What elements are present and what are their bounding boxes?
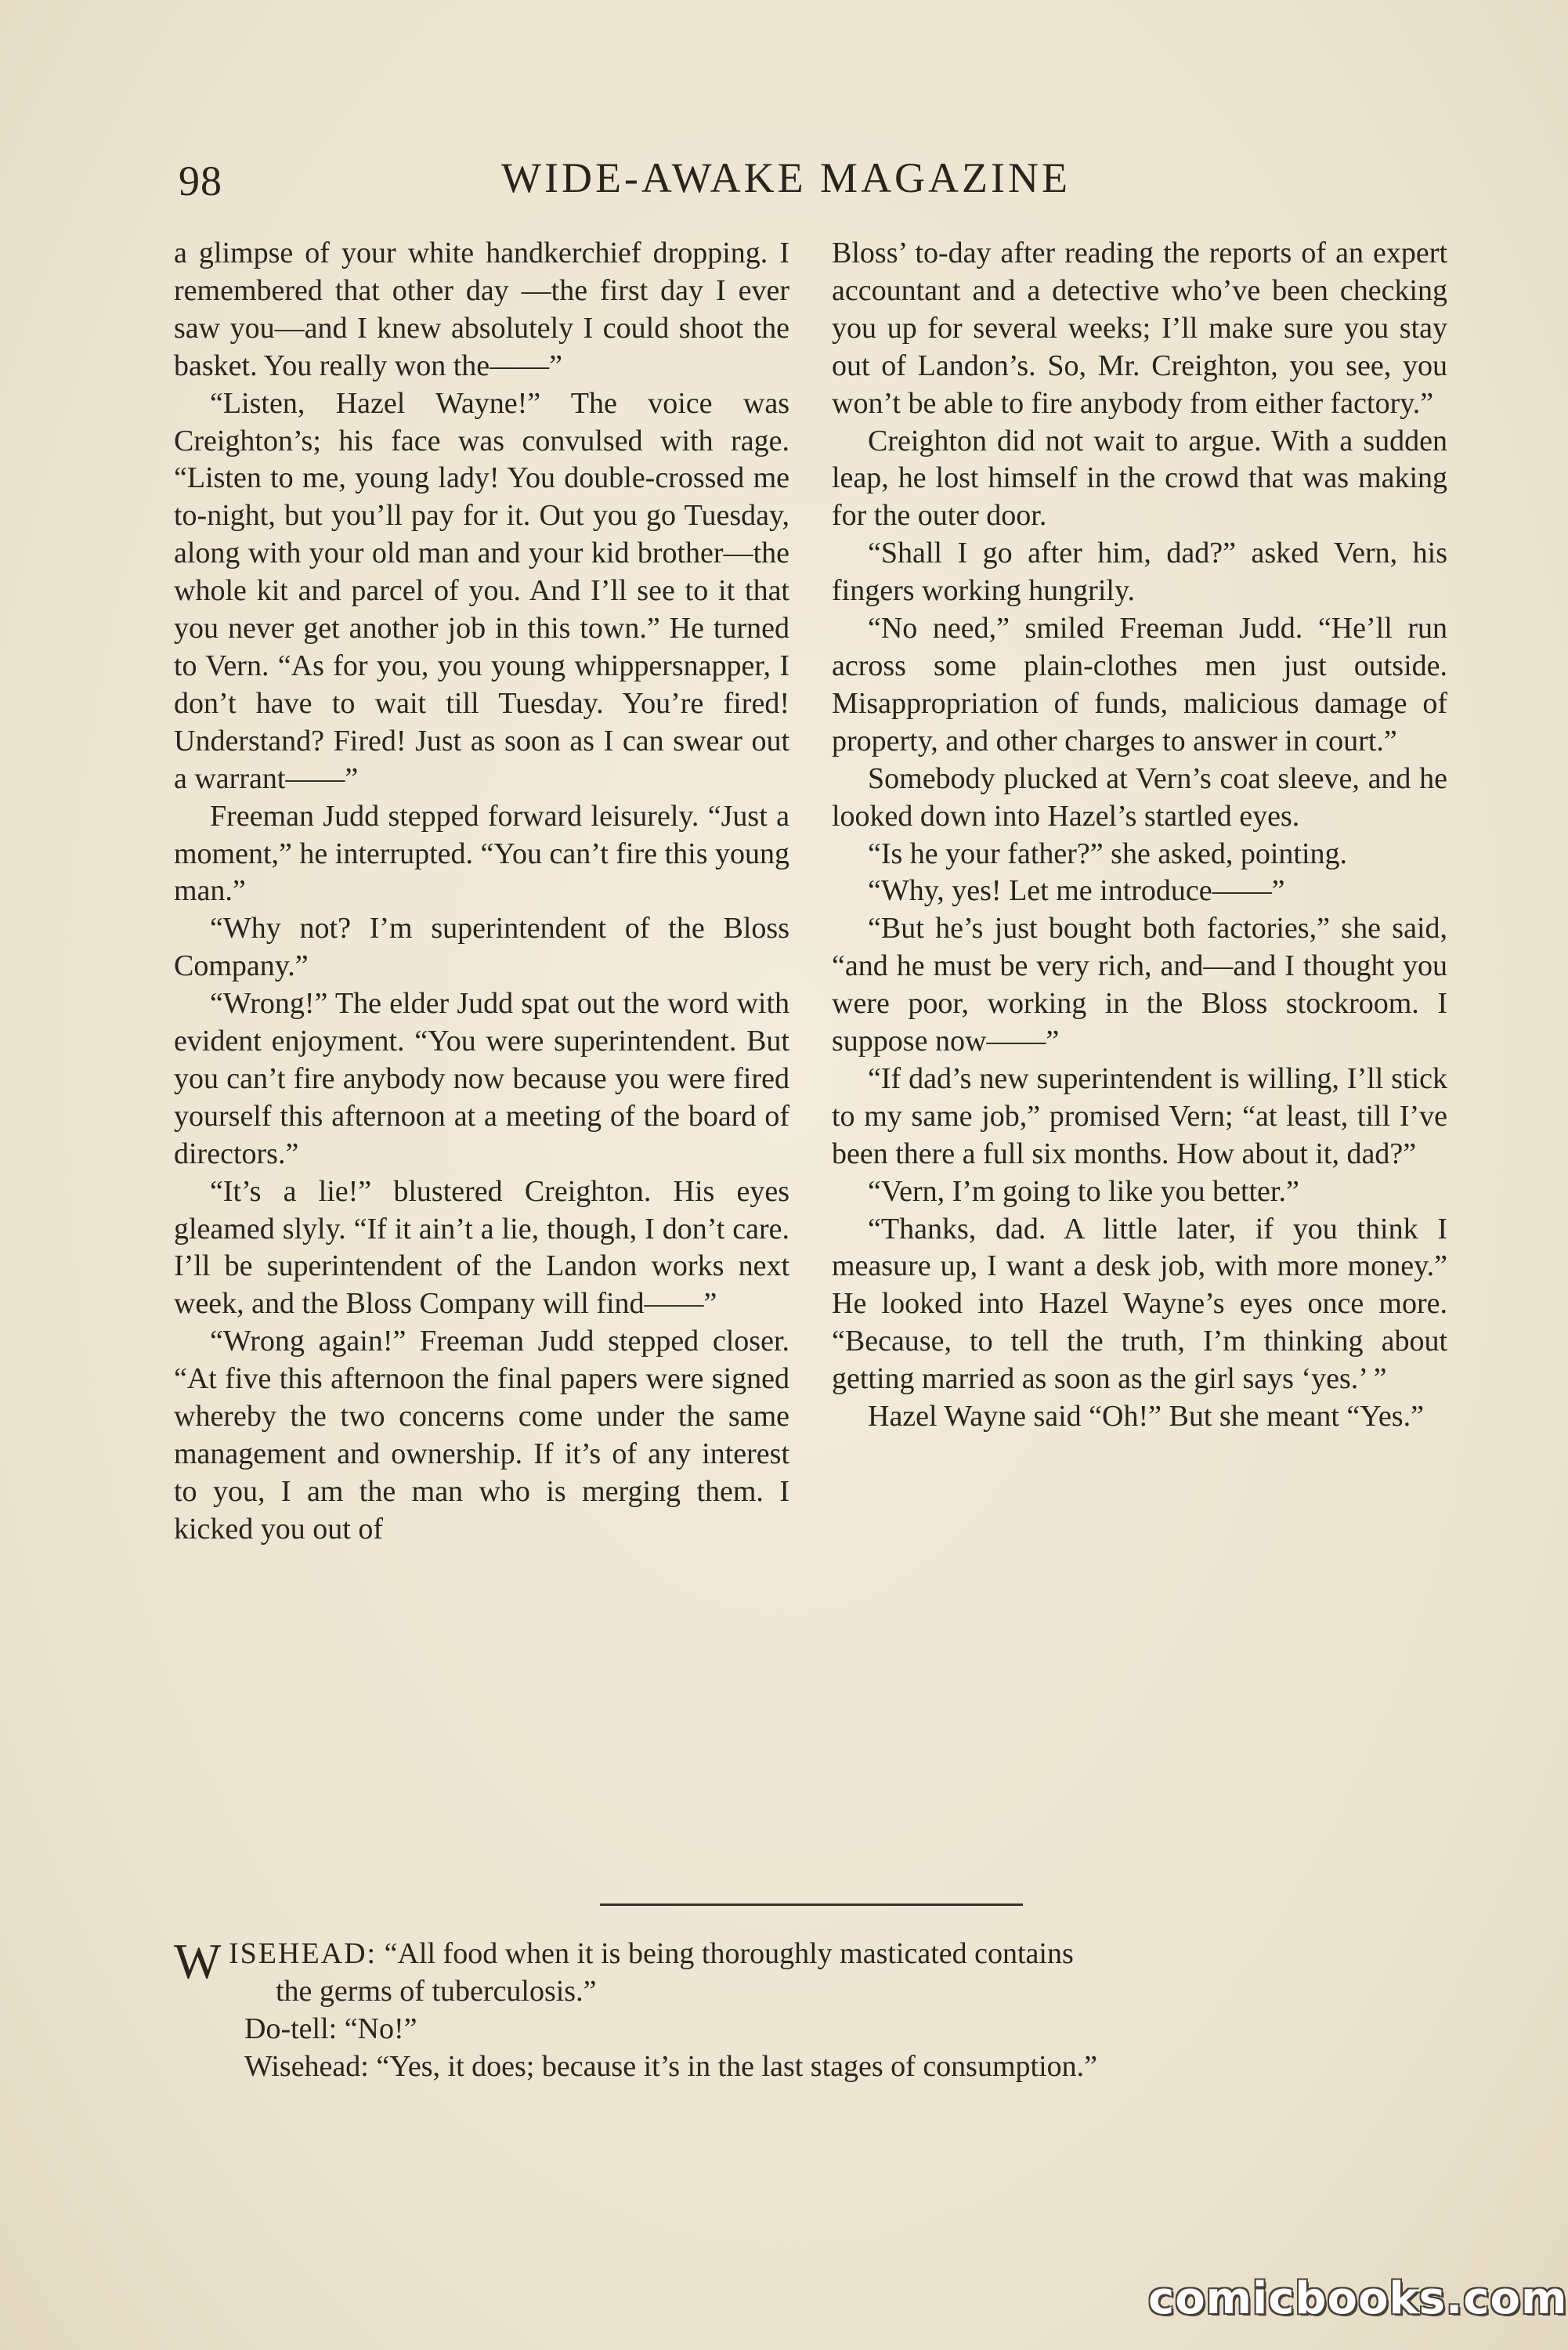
paragraph: “Why not? I’m superintendent of the Bloss Company.” bbox=[174, 912, 789, 983]
paragraph: “Is he your father?” she asked, pointing. bbox=[868, 837, 1348, 870]
paragraph: “Wrong!” The elder Judd spat out the word with evident enjoyment. “You were superintendent. But you can’t fire anybody now because you were fired yourself this afternoon at a meeting of the board of directors.” bbox=[174, 987, 789, 1170]
wisehead-line-1-continued: the germs of tuberculosis.” bbox=[276, 1975, 597, 2008]
paragraph: “Wrong again!” Freeman Judd stepped closer. “At five this afternoon the final papers were signed whereby the two concerns come under the same management and ownership. If it’s of any interest to you, I am the man who is merging them. I kicked you out of bbox=[174, 1325, 789, 1546]
right-column bbox=[832, 235, 1447, 1436]
paragraph: Hazel Wayne said “Oh!” But she meant “Yes.” bbox=[868, 1400, 1424, 1434]
paragraph: “No need,” smiled Freeman Judd. “He’ll run across some plain-clothes men just outside. Misappropriation of funds, malicious damage of property, and other charges to answer in court.” bbox=[832, 612, 1447, 757]
paragraph: Somebody plucked at Vern’s coat sleeve, and he looked down into Hazel’s startled eyes. bbox=[832, 761, 1447, 833]
section-divider bbox=[600, 1904, 1023, 1906]
paragraph: Creighton did not wait to argue. With a sudden leap, he lost himself in the crowd that was making for the outer door. bbox=[832, 424, 1447, 533]
wisehead-line-3: Wisehead: “Yes, it does; because it’s in the last stages of consumption.” bbox=[244, 2050, 1098, 2083]
wisehead-line-1 bbox=[174, 1933, 1458, 1989]
wisehead-line-1-text: “All food when it is being thoroughly masticated contains bbox=[384, 1937, 1074, 1970]
running-head: WIDE-AWAKE MAGAZINE bbox=[501, 154, 1071, 201]
paragraph: “Listen, Hazel Wayne!” The voice was Creighton’s; his face was convulsed with rage. “Listen to me, young lady! You double-crossed me to-night, but you’ll pay for it. Out you go Tuesday, along with your old man and your kid brother—the whole kit and parcel of you. And I’ll see to it that you never get another job in this town.” He turned to Vern. “As for you, you young whippersnapper, I don’t have to wait till Tuesday. You’re fired! Understand? Fired! Just as soon as I can swear out a warrant——” bbox=[174, 386, 789, 795]
paragraph: “Shall I go after him, dad?” asked Vern, his fingers working hungrily. bbox=[832, 537, 1447, 608]
drop-cap: W bbox=[174, 1933, 222, 1989]
wisehead-line-2: Do-tell: “No!” bbox=[244, 2012, 417, 2045]
left-column bbox=[174, 235, 789, 1549]
paragraph: “But he’s just bought both factories,” she said, “and he must be very rich, and—and I thought you were poor, working in the Bloss stockroom. I suppose now——” bbox=[832, 912, 1447, 1058]
paragraph: Freeman Judd stepped forward leisurely. “Just a moment,” he interrupted. “You can’t fire this young man.” bbox=[174, 799, 789, 908]
paragraph: “Why, yes! Let me introduce——” bbox=[868, 874, 1285, 908]
paragraph: “If dad’s new superintendent is willing, I’ll stick to my same job,” promised Vern; “at least, till I’ve been there a full six months. How about it, dad?” bbox=[832, 1061, 1447, 1170]
speaker-name: ISEHEAD: bbox=[229, 1937, 378, 1970]
page-number: 98 bbox=[179, 157, 222, 204]
paragraph: “Thanks, dad. A little later, if you think I measure up, I want a desk job, with more money.” He looked into Hazel Wayne’s eyes once more. “Because, to tell the truth, I’m thinking about getting married as soon as the girl says ‘yes.’ ” bbox=[832, 1212, 1447, 1396]
watermark: comicbooks.com bbox=[1148, 2273, 1568, 2324]
paragraph: Bloss’ to-day after reading the reports of an expert accountant and a detective who’ve been checking you up for several weeks; I’ll make sure you stay out of Landon’s. So, Mr. Creighton, you see, you won’t be able to fire anybody from either factory.” bbox=[832, 237, 1447, 420]
paragraph: “Vern, I’m going to like you better.” bbox=[868, 1174, 1299, 1208]
wisehead-joke bbox=[174, 1935, 1458, 2085]
paragraph: a glimpse of your white handkerchief dropping. I remembered that other day —the first day I ever saw you—and I knew absolutely I could shoot the basket. You really won the——” bbox=[174, 237, 789, 382]
paragraph: “It’s a lie!” blustered Creighton. His eyes gleamed slyly. “If it ain’t a lie, though, I don’t care. I’ll be superintendent of the Landon works next week, and the Bloss Company will find——” bbox=[174, 1174, 789, 1321]
